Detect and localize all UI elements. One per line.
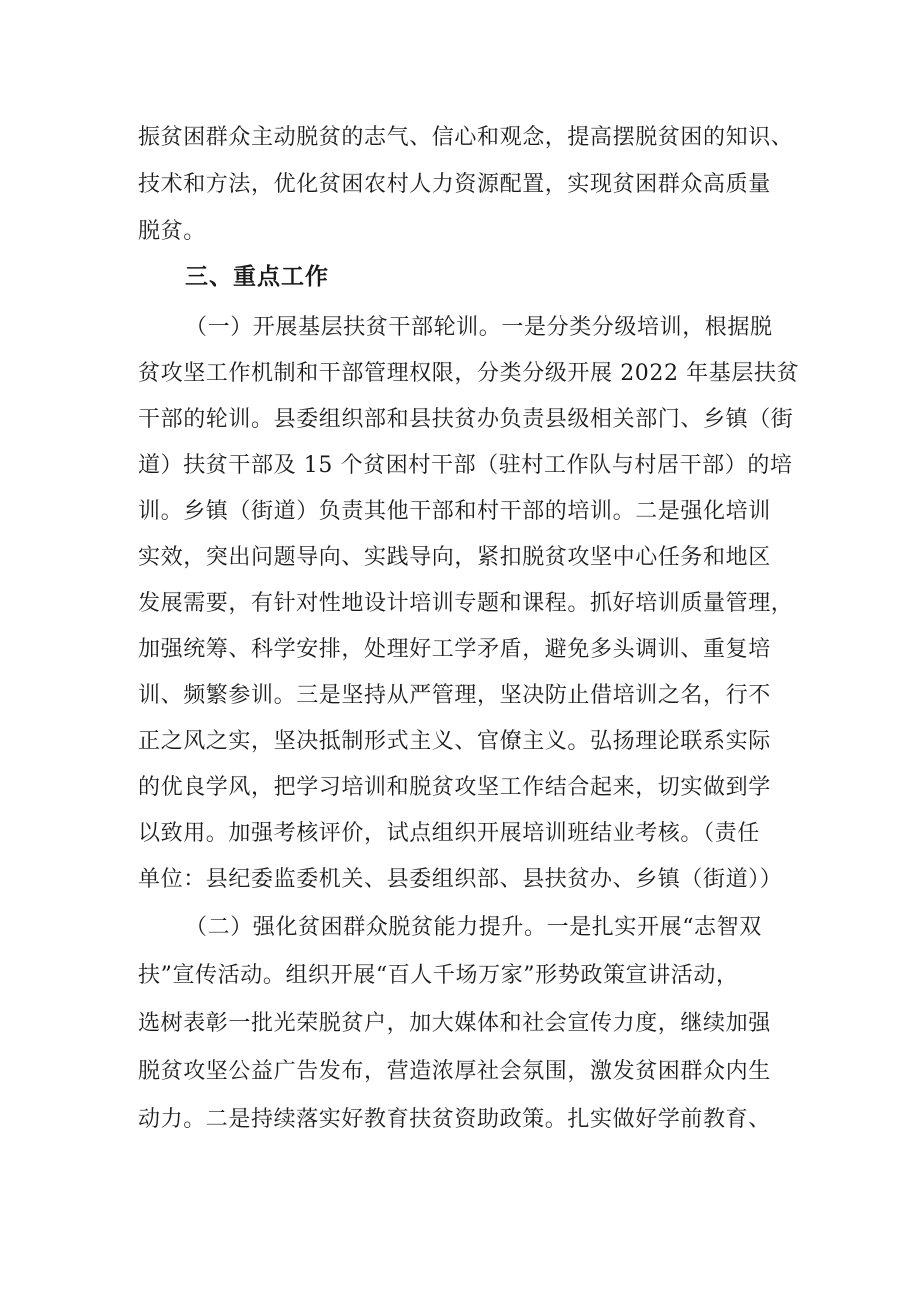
paragraph2-line-4: 脱贫攻坚公益广告发布，营造浓厚社会氛围，激发贫困群众内生 bbox=[138, 1059, 771, 1084]
paragraph1-line-8: 加强统筹、科学安排，处理好工学矛盾，避免多头调训、重复培 bbox=[138, 637, 771, 662]
paragraph1-line-10: 正之风之实，坚决抵制形式主义、官僚主义。弘扬理论联系实际 bbox=[138, 729, 771, 754]
paragraph1-line-6: 实效，突出问题导向、实践导向，紧扣脱贫攻坚中心任务和地区 bbox=[138, 545, 771, 570]
paragraph1-line-9: 训、频繁参训。三是坚持从严管理，坚决防止借培训之名，行不 bbox=[138, 683, 771, 708]
paragraph1-line-7: 发展需要，有针对性地设计培训专题和课程。抓好培训质量管理， bbox=[138, 591, 794, 616]
paragraph2-line-1: （二）强化贫困群众脱贫能力提升。一是扎实开展“志智双 bbox=[185, 915, 762, 940]
paragraph1-line-3: 干部的轮训。县委组织部和县扶贫办负责县级相关部门、乡镇（街 bbox=[138, 407, 794, 432]
paragraph2-line-5: 动力。二是持续落实好教育扶贫资助政策。扎实做好学前教育、 bbox=[138, 1107, 771, 1132]
intro-line-1: 振贫困群众主动脱贫的志气、信心和观念，提高摆脱贫困的知识、 bbox=[138, 125, 794, 150]
paragraph1-line-11: 的优良学风，把学习培训和脱贫攻坚工作结合起来，切实做到学 bbox=[138, 775, 771, 800]
paragraph1-line-5: 训。乡镇（街道）负责其他干部和村干部的培训。二是强化培训 bbox=[138, 499, 771, 524]
paragraph1-line-2: 贫攻坚工作机制和干部管理权限，分类分级开展 2022 年基层扶贫 bbox=[138, 361, 800, 386]
paragraph1-line-12: 以致用。加强考核评价，试点组织开展培训班结业考核。（责任 bbox=[138, 821, 760, 846]
paragraph2-line-2: 扶”宣传活动。组织开展“百人千场万家”形势政策宣讲活动， bbox=[138, 963, 739, 988]
paragraph1-line-13: 单位：县纪委监委机关、县委组织部、县扶贫办、乡镇（街道）） bbox=[138, 867, 783, 892]
section-heading: 三、重点工作 bbox=[185, 264, 329, 290]
paragraph1-line-1: （一）开展基层扶贫干部轮训。一是分类分级培训，根据脱 bbox=[185, 315, 773, 340]
intro-line-3: 脱贫。 bbox=[138, 219, 206, 244]
paragraph2-line-3: 选树表彰一批光荣脱贫户，加大媒体和社会宣传力度，继续加强 bbox=[138, 1011, 771, 1036]
intro-line-2: 技术和方法，优化贫困农村人力资源配置，实现贫困群众高质量 bbox=[138, 172, 771, 197]
paragraph1-line-4: 道）扶贫干部及 15 个贫困村干部（驻村工作队与村居干部）的培 bbox=[138, 453, 793, 478]
